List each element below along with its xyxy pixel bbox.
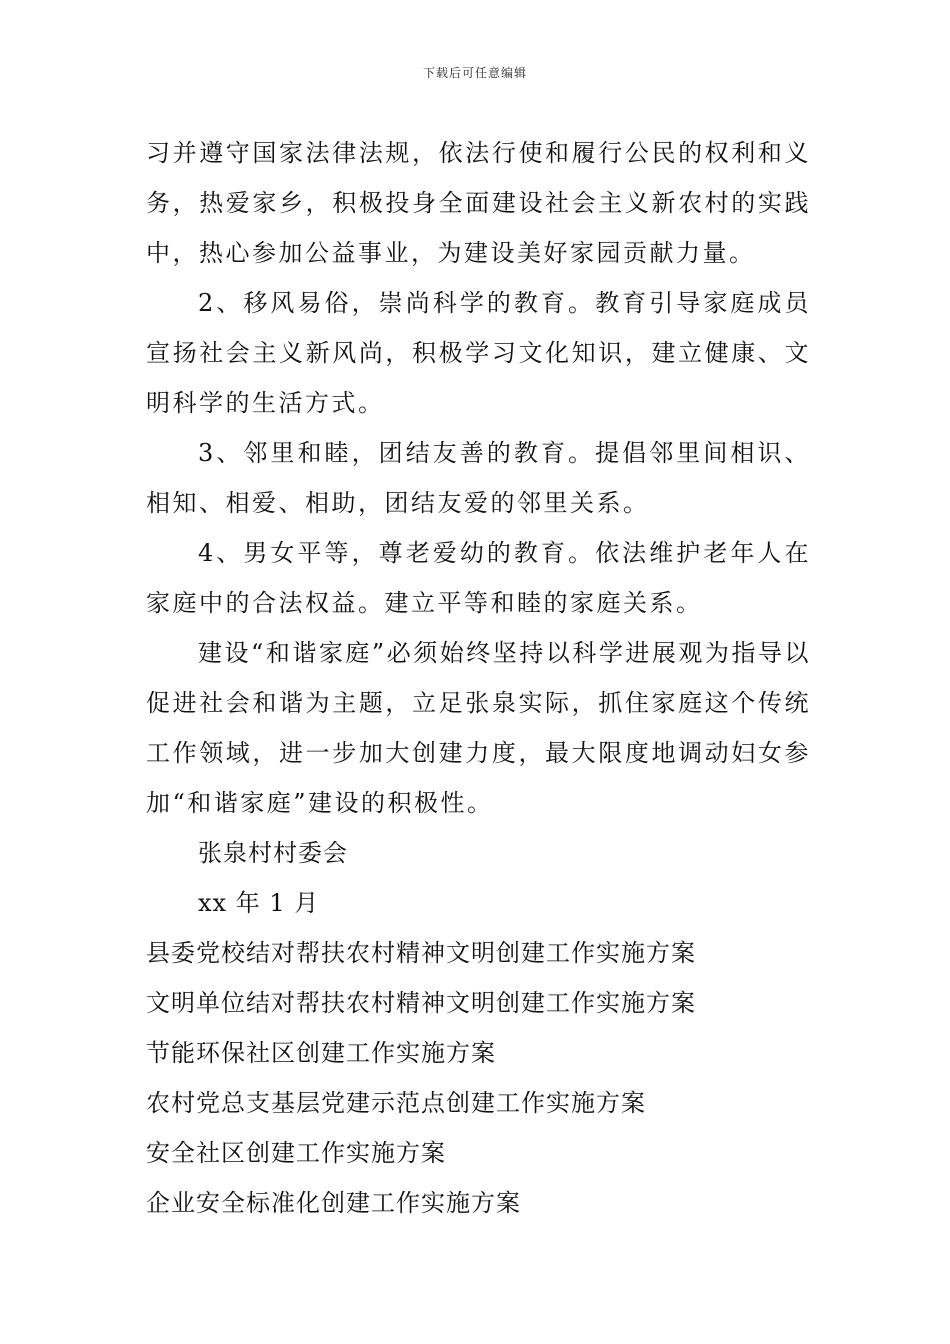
- related-document-link[interactable]: 安全社区创建工作实施方案: [146, 1139, 446, 1167]
- related-documents-list: [146, 928, 811, 1228]
- page-header: 下载后可任意编辑: [422, 66, 527, 80]
- related-document-link[interactable]: 节能环保社区创建工作实施方案: [146, 1039, 496, 1067]
- related-document-link[interactable]: 县委党校结对帮扶农村精神文明创建工作实施方案: [146, 939, 696, 967]
- paragraph-item-4: 4、男女平等，尊老爱幼的教育。依法维护老年人在家庭中的合法权益。建立平等和睦的家庭关系。: [146, 539, 811, 617]
- signature-org: 张泉村村委会: [198, 839, 348, 867]
- related-document-link[interactable]: 农村党总支基层党建示范点创建工作实施方案: [146, 1089, 646, 1117]
- related-document-link[interactable]: 企业安全标准化创建工作实施方案: [146, 1189, 521, 1217]
- related-document-link[interactable]: 文明单位结对帮扶农村精神文明创建工作实施方案: [146, 989, 696, 1017]
- signature-date: xx 年 1 月: [198, 889, 320, 917]
- paragraph-summary: 建设“和谐家庭”必须始终坚持以科学进展观为指导以促进社会和谐为主题，立足张泉实际，抓住家庭这个传统工作领域，进一步加大创建力度，最大限度地调动妇女参加“和谐家庭”建设的积极性。: [146, 639, 811, 817]
- paragraph-item-2: 2、移风易俗，崇尚科学的教育。教育引导家庭成员宣扬社会主义新风尚，积极学习文化知识，建立健康、文明科学的生活方式。: [146, 289, 811, 417]
- paragraph-continuation: 习并遵守国家法律法规，依法行使和履行公民的权利和义务，热爱家乡，积极投身全面建设社会主义新农村的实践中，热心参加公益事业，为建设美好家园贡献力量。: [146, 139, 811, 267]
- document-body: [146, 128, 811, 1228]
- paragraph-item-3: 3、邻里和睦，团结友善的教育。提倡邻里间相识、相知、相爱、相助，团结友爱的邻里关系。: [146, 439, 811, 517]
